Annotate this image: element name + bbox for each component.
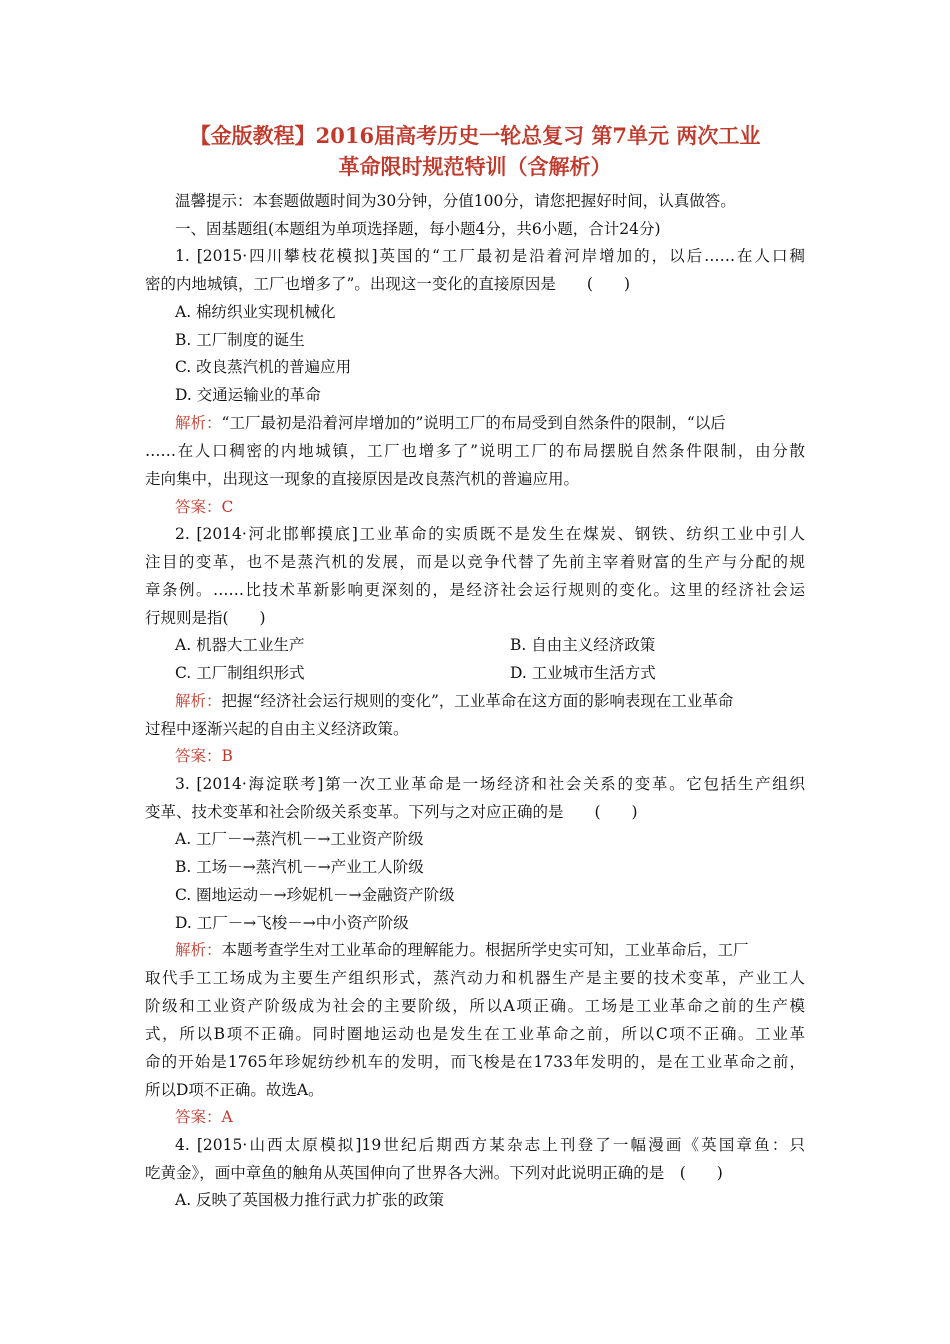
q1-option-a: A. 棉纺织业实现机械化 xyxy=(175,303,336,321)
q1-stem-line-2: 密的内地城镇，工厂也增多了”。出现这一变化的直接原因是 ( ) xyxy=(145,275,631,293)
q4-option-a: A. 反映了英国极力推行武力扩张的政策 xyxy=(175,1191,445,1209)
q3-option-b: B. 工场－→蒸汽机－→产业工人阶级 xyxy=(175,858,424,876)
document-title-line-1: 【金版教程】2016届高考历史一轮总复习 第7单元 两次工业 xyxy=(189,123,761,148)
q3-explanation-text: 本题考查学生对工业革命的理解能力。根据所学史实可知，工业革命后，工厂 xyxy=(221,941,749,959)
q2-stem-line-2: 注目的变革，也不是蒸汽机的发展，而是以竞争代替了先前主宰着财富的生产与分配的规 xyxy=(145,553,805,571)
q2-option-c: C. 工厂制组织形式 xyxy=(175,664,305,682)
q1-option-b: B. 工厂制度的诞生 xyxy=(175,331,305,349)
q3-explanation-line-6: 所以D项不正确。故选A。 xyxy=(145,1081,324,1099)
q3-stem-line-2: 变革、技术变革和社会阶级关系变革。下列与之对应正确的是 ( ) xyxy=(145,803,638,821)
q2-option-a: A. 机器大工业生产 xyxy=(175,636,305,654)
section-heading: 一、固基题组(本题组为单项选择题，每小题4分，共6小题，合计24分) xyxy=(175,220,661,238)
q1-explanation-line-1 xyxy=(175,413,726,433)
q3-answer: 答案：A xyxy=(175,1108,233,1126)
q3-option-a: A. 工厂－→蒸汽机－→工业资产阶级 xyxy=(175,830,424,848)
q1-explanation-line-3: 走向集中，出现这一现象的直接原因是改良蒸汽机的普遍应用。 xyxy=(145,470,580,488)
q3-explanation-line-1 xyxy=(175,940,749,960)
q1-explanation-text: “工厂最初是沿着河岸增加的”说明工厂的布局受到自然条件的限制，“以后 xyxy=(221,414,726,432)
q2-stem-line-3: 章条例。……比技术革新影响更深刻的，是经济社会运行规则的变化。这里的经济社会运 xyxy=(145,581,805,599)
q2-stem-line-1: 2. [2014·河北邯郸摸底]工业革命的实质既不是发生在煤炭、钢铁、纺织工业中引人 xyxy=(175,525,805,543)
q3-stem-line-1: 3. [2014·海淀联考]第一次工业革命是一场经济和社会关系的变革。它包括生产组织 xyxy=(175,775,805,793)
q3-option-d: D. 工厂－→飞梭－→中小资产阶级 xyxy=(175,914,409,932)
q2-option-d: D. 工业城市生活方式 xyxy=(510,664,656,682)
q3-explanation-line-4: 式，所以B项不正确。同时圈地运动也是发生在工业革命之前，所以C项不正确。工业革 xyxy=(145,1025,805,1043)
q1-explanation-line-2: ……在人口稠密的内地城镇，工厂也增多了”说明工厂的布局摆脱自然条件限制，由分散 xyxy=(145,442,805,460)
q3-explanation-label: 解析： xyxy=(175,941,222,959)
document-title-line-2: 革命限时规范特训（含解析） xyxy=(338,154,612,179)
q2-option-b: B. 自由主义经济政策 xyxy=(510,636,656,654)
q3-explanation-line-3: 阶级和工业资产阶级成为社会的主要阶级，所以A项正确。工场是工业革命之前的生产模 xyxy=(145,997,805,1015)
q1-option-d: D. 交通运输业的革命 xyxy=(175,386,321,404)
q2-stem-line-4: 行规则是指( ) xyxy=(145,609,266,627)
q1-option-c: C. 改良蒸汽机的普遍应用 xyxy=(175,358,352,376)
q1-answer: 答案：C xyxy=(175,498,234,516)
q4-stem-line-2: 吃黄金》，画中章鱼的触角从英国伸向了世界各大洲。下列对此说明正确的是 ( ) xyxy=(145,1164,723,1182)
tip-text: 温馨提示：本套题做题时间为30分钟，分值100分，请您把握好时间，认真做答。 xyxy=(175,192,736,210)
q3-option-c: C. 圈地运动－→珍妮机－→金融资产阶级 xyxy=(175,886,455,904)
q2-explanation-label: 解析： xyxy=(175,692,222,710)
q2-explanation-text: 把握“经济社会运行规则的变化”，工业革命在这方面的影响表现在工业革命 xyxy=(221,692,734,710)
q1-explanation-label: 解析： xyxy=(175,414,222,432)
q4-stem-line-1: 4. [2015·山西太原模拟]19世纪后期西方某杂志上刊登了一幅漫画《英国章鱼：只 xyxy=(175,1136,805,1154)
q2-explanation-line-1 xyxy=(175,691,733,711)
q3-explanation-line-2: 取代手工工场成为主要生产组织形式，蒸汽动力和机器生产是主要的技术变革，产业工人 xyxy=(145,969,805,987)
q3-explanation-line-5: 命的开始是1765年珍妮纺纱机车的发明，而飞梭是在1733年发明的，是在工业革命之前， xyxy=(145,1053,805,1071)
q1-stem-line-1: 1. [2015·四川攀枝花模拟]英国的“工厂最初是沿着河岸增加的，以后……在人口稠 xyxy=(175,247,806,265)
q2-explanation-line-2: 过程中逐渐兴起的自由主义经济政策。 xyxy=(145,720,409,738)
q2-answer: 答案：B xyxy=(175,747,233,765)
